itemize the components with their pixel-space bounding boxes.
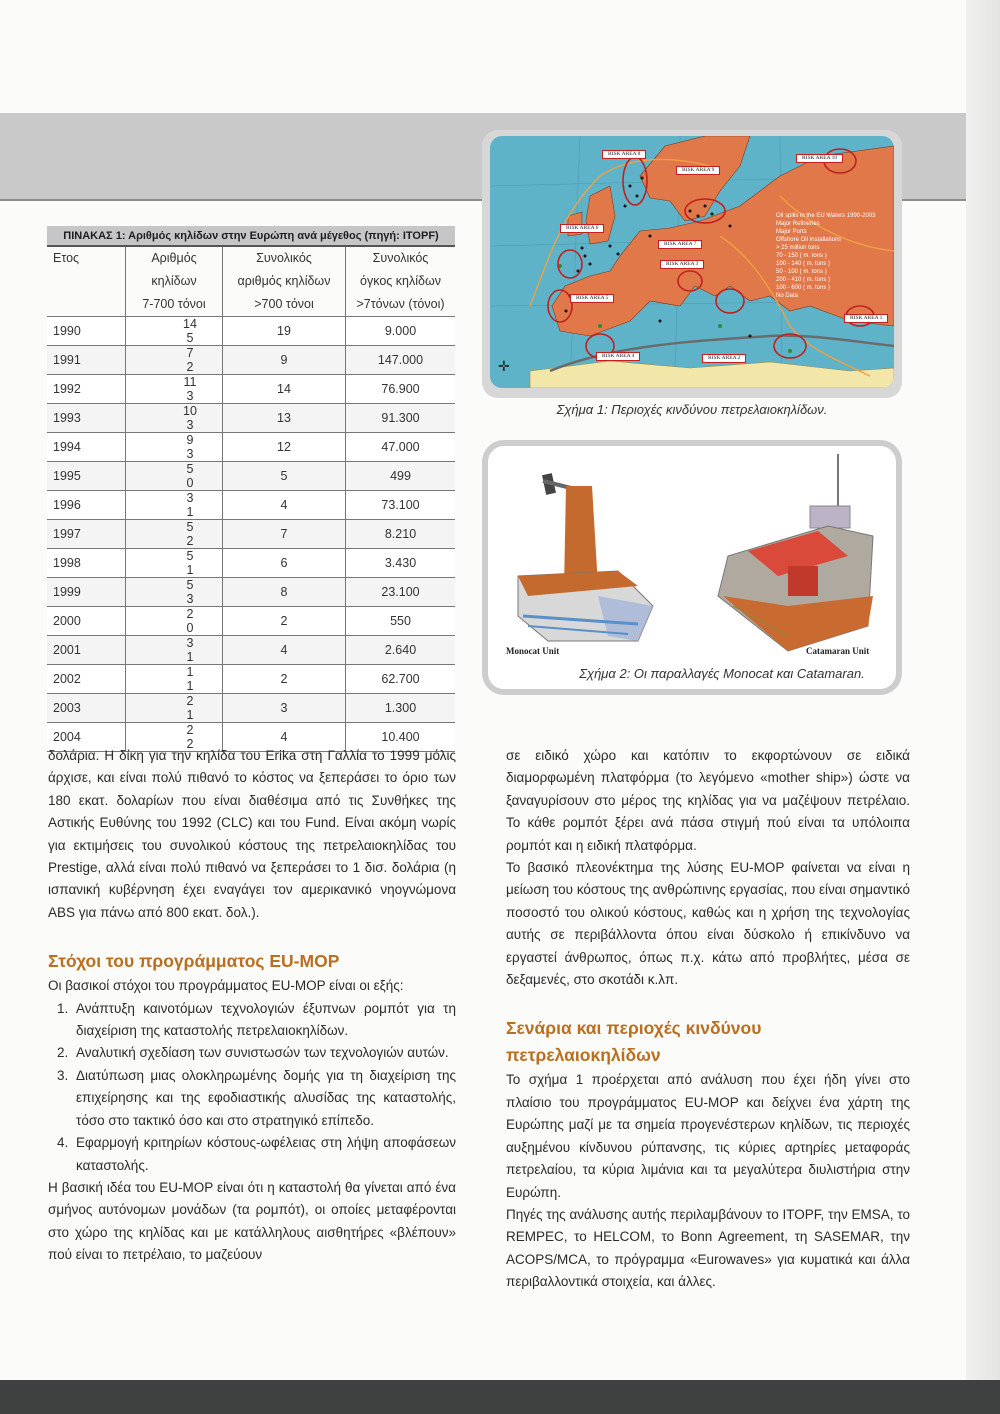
goals-intro: Οι βασικοί στόχοι του προγράμματος EU-MOP είναι οι εξής: [48,978,404,994]
table-cell: 3.430 [346,549,456,578]
table-cell: 2002 [47,665,126,694]
table-cell: 1998 [47,549,126,578]
table-cell: 1993 [47,404,126,433]
table-cell: 4 [223,636,346,665]
risk-area-label: RISK AREA 9 [676,166,720,175]
catamaran-label: Catamaran Unit [806,646,870,656]
table-row [47,665,455,694]
table-cell: 1.300 [346,694,456,723]
table-row [47,607,455,636]
table-cell-value: 10 [183,404,197,418]
table-cell [126,665,223,694]
ships-caption: Σχήμα 2: Οι παραλλαγές Monocat και Catamaran. [579,666,865,681]
table-cell: 1990 [47,317,126,346]
risk-area-label: RISK AREA 10 [796,154,843,163]
table-cell: 550 [346,607,456,636]
table-cell-value: 1 [186,665,194,679]
table-row [47,433,455,462]
risk-area-label: RISK AREA 1 [844,314,888,323]
legend-entry: No Data [776,293,799,299]
table-grid [47,247,455,752]
table-cell: 9 [223,346,346,375]
monocat-label: Monocat Unit [506,646,560,656]
legend-entry: 70 - 150 ( m. tons ) [776,253,827,259]
table-cell-value: 2 [186,737,194,751]
map-legend [776,212,888,300]
table-cell-value: 5 [186,462,194,476]
legend-entry: 50 - 100 ( m. tons ) [776,269,827,275]
table-cell: 47.000 [346,433,456,462]
right-column [506,745,910,1294]
legend-entry: Offshore Oil Installations [776,237,842,243]
table-cell-value: 7 [186,346,194,360]
table-cell-value: 14 [183,317,197,331]
table-row [47,346,455,375]
left-paragraph-1: δολάρια. Η δίκη για την κηλίδα του Erika στη Γαλλία το 1999 μόλις άρχισε, και είναι πολύ πιθανό το κόστος να ξεπεράσει το όριο των 180 εκατ. δολαρίων που είναι διαθέσιμα από τις Συνθήκες της Αστικής Ευθύνης του 1992 (CLC) και του Fund. Είναι ακόμη νωρίς για εκτιμήσεις του συνολικού κόστους της πετρελαιοκηλίδας του Prestige, αλλά είναι πολύ πιθανό να ξεπεράσει το 1 δισ. δολάρια (η ισπανική κυβέρνηση έχει εναγάγει τον αμερικανικό νηογνώμονα ABS για πάνω από 800 εκατ. δολ.). [48,748,456,920]
right-paragraph-4: Πηγές της ανάλυσης αυτής περιλαμβάνουν το ITOPF, την EMSA, το REMPEC, το HELCOM, το Bonn Agreement, τη SASEMAR, την ACOPS/MCA, το πρόγραμμα «Eurowaves» για κυματικά και άλλα περιβαλλοντικά στοιχεία, και άλλες. [506,1206,910,1290]
risk-area-label: RISK AREA 3 [660,260,704,269]
table-cell-value: 2 [186,360,194,374]
left-paragraph-2: Η βασική ιδέα του EU-MOP είναι ότι η καταστολή θα γίνεται από ένα σμήνος αυτόνομων μονάδων (τα ρομπότ), οι οποίες μεταφέρονται στο χώρο της κηλίδας και με κατάλληλους αισθητήρες «βλέπουν» πού είναι το πετρέλαιο, το μαζεύουν [48,1179,456,1263]
legend-entry: Oil spills in the EU Waters 1990-2003 [776,213,876,219]
table-row [47,520,455,549]
monocat-unit-illustration [518,473,653,641]
table-cell: 7 [223,520,346,549]
table-cell-value: 2 [186,723,194,737]
table-cell: 76.900 [346,375,456,404]
table-cell: 13 [223,404,346,433]
risk-area-label: RISK AREA 6 [560,224,604,233]
table-cell [126,491,223,520]
table-row [47,491,455,520]
table-cell-value: 11 [183,375,197,389]
table-cell: 5 [223,462,346,491]
table-cell-value: 3 [186,389,194,403]
table-cell: 2000 [47,607,126,636]
risk-area-label: RISK AREA 8 [602,150,646,159]
right-paragraph-3: Το σχήμα 1 προέρχεται από ανάλυση που έχει ήδη γίνει στο πλαίσιο του προγράμματος EU-MOP και δείχνει ένα χάρτη της Ευρώπης μαζί με τα σημεία προγενέστερων κηλίδων, τις περιοχές αυξημένου κίνδυνου ρύπανσης, τις κύριες αρτηρίες μεταφοράς πετρελαίου, τα κύρια λιμάνια και τα μεγαλύτερα διυλιστήρια στην Ευρώπη. [506,1072,910,1200]
table-row [47,694,455,723]
table-cell-value: 0 [186,476,194,490]
table-cell: 1994 [47,433,126,462]
oil-spill-table [47,226,455,752]
legend-entry: Major Ports [776,229,807,235]
table-cell [126,636,223,665]
table-cell: 9.000 [346,317,456,346]
table-row [47,404,455,433]
table-cell: 73.100 [346,491,456,520]
table-cell-value: 5 [186,549,194,563]
table-cell: 1999 [47,578,126,607]
table-cell: 4 [223,723,346,752]
table-cell-value: 3 [186,447,194,461]
table-cell-value: 2 [186,607,194,621]
table-cell: 12 [223,433,346,462]
goal-item: 3. Διατύπωση μιας ολοκληρωμένης δομής για τη διαχείριση της επιχείρησης και της εφοδιαστικής αλυσίδας της καταστολής, τόσο στο τακτικό όσο και στο στρατηγικό επίπεδο. [72,1065,456,1132]
table-cell-value: 3 [186,636,194,650]
table-cell [126,694,223,723]
section-heading-scenarios: Σενάρια και περιοχές κινδύνου πετρελαιοκηλίδων [506,1018,762,1066]
goal-item: 4. Εφαρμογή κριτηρίων κόστους-ωφέλειας στη λήψη αποφάσεων καταστολής. [72,1132,456,1177]
table-cell [126,346,223,375]
risk-area-label: RISK AREA 4 [596,352,640,361]
table-cell: 2 [223,607,346,636]
table-cell: 4 [223,491,346,520]
table-cell: 499 [346,462,456,491]
table-title: ΠΙΝΑΚΑΣ 1: Αριθμός κηλίδων στην Ευρώπη ανά μέγεθος (πηγή: ITOPF) [47,226,455,247]
table-cell: 1996 [47,491,126,520]
table-cell-value: 9 [186,433,194,447]
legend-entry: 100 - 600 ( m. tons ) [776,285,831,291]
compass-icon: ✛ [498,358,510,374]
table-cell: 14 [223,375,346,404]
legend-entry: 200 - 410 ( m. tons ) [776,277,831,283]
table-cell-value: 1 [186,650,194,664]
footer-band [0,1380,1000,1414]
table-cell: 3 [223,694,346,723]
table-cell [126,520,223,549]
legend-entry: Major Refineries [776,221,820,227]
table-row [47,375,455,404]
table-cell [126,404,223,433]
header-spills-large: Συνολικός αριθμός κηλίδων >700 τόνοι [223,247,346,317]
table-cell-value: 1 [186,505,194,519]
risk-area-label: RISK AREA 5 [570,294,614,303]
table-cell: 6 [223,549,346,578]
table-cell [126,433,223,462]
ships-figure [482,440,902,695]
table-header-row [47,247,455,317]
table-cell: 2004 [47,723,126,752]
header-volume: Συνολικός όγκος κηλίδων >7τόνων (τόνοι) [356,251,445,311]
risk-map [490,136,894,388]
table-cell [126,578,223,607]
table-cell: 23.100 [346,578,456,607]
catamaran-unit-illustration [718,454,873,651]
table-cell [126,549,223,578]
risk-area-label: RISK AREA 2 [702,354,746,363]
table-cell: 1997 [47,520,126,549]
legend-entry: > 25 million tons [776,245,820,251]
table-cell-value: 2 [186,694,194,708]
table-cell-value: 5 [186,331,194,345]
table-cell-value: 5 [186,520,194,534]
table-cell: 2 [223,665,346,694]
goal-item: 2. Αναλυτική σχεδίαση των συνιστωσών των τεχνολογιών αυτών. [72,1042,456,1064]
table-cell-value: 1 [186,679,194,693]
risk-map-frame [482,130,902,398]
table-row [47,317,455,346]
table-cell-value: 3 [186,592,194,606]
table-cell: 1995 [47,462,126,491]
table-cell-value: 2 [186,534,194,548]
map-caption: Σχήμα 1: Περιοχές κινδύνου πετρελαιοκηλίδων. [556,402,828,417]
table-cell [126,607,223,636]
table-row [47,462,455,491]
table-cell: 91.300 [346,404,456,433]
table-cell: 147.000 [346,346,456,375]
table-cell: 8 [223,578,346,607]
right-paragraph-2: Το βασικό πλεονέκτημα της λύσης EU-MOP φαίνεται να είναι η μείωση του κόστους της ανθρώπινης εργασίας, που είναι σημαντικό ποσοστό του ολικού κόστους, καθώς και η χρήση της τεχνολογίας αυτής σε περιβάλλοντα όπου είναι δύσκολο ή επικίνδυνο να εργαστεί άνθρωπος, όπως π.χ. κάτω από προβλήτες, μέσα σε δεξαμενές, στο σκοτάδι κ.λπ. [506,860,910,988]
table-cell: 2.640 [346,636,456,665]
table-cell: 62.700 [346,665,456,694]
table-cell: 10.400 [346,723,456,752]
section-heading-goals: Στόχοι του προγράμματος EU-MOP [48,951,340,972]
table-row [47,549,455,578]
table-cell: 19 [223,317,346,346]
table-cell: 1992 [47,375,126,404]
left-column [48,745,456,1267]
table-cell [126,462,223,491]
table-cell: 2003 [47,694,126,723]
table-cell: 1991 [47,346,126,375]
table-cell [126,375,223,404]
risk-area-label: RISK AREA 7 [658,240,702,249]
legend-entry: 100 - 140 ( m. tons ) [776,261,831,267]
header-spills-small: Αριθμός κηλίδων 7-700 τόνοι [126,247,223,317]
page-edge-shadow [966,0,1000,1414]
goal-item: 1. Ανάπτυξη καινοτόμων τεχνολογιών έξυπνων ρομπότ για τη διαχείριση της καταστολής πετρελαιοκηλίδων. [72,998,456,1043]
goals-list [48,998,456,1177]
header-year: Ετος [47,247,126,317]
table-row [47,578,455,607]
table-row [47,636,455,665]
table-cell-value: 1 [186,708,194,722]
table-cell-value: 0 [186,621,194,635]
right-paragraph-1: σε ειδικό χώρο και κατόπιν το εκφορτώνουν σε ειδικά διαμορφωμένη πλατφόρμα (το λεγόμενο «mother ship») ώστε να ξαναγυρίσουν στο μέρος της κηλίδας για να μαζέψουν πετρέλαιο. Το κάθε ρομπότ ξέρει ανά πάσα στιγμή πού είναι τα υπόλοιπα ρομπότ και η ειδική πλατφόρμα. [506,748,910,853]
table-cell-value: 3 [186,491,194,505]
table-cell-value: 3 [186,418,194,432]
table-cell-value: 1 [186,563,194,577]
table-cell-value: 5 [186,578,194,592]
table-cell: 8.210 [346,520,456,549]
table-cell [126,317,223,346]
table-cell: 2001 [47,636,126,665]
